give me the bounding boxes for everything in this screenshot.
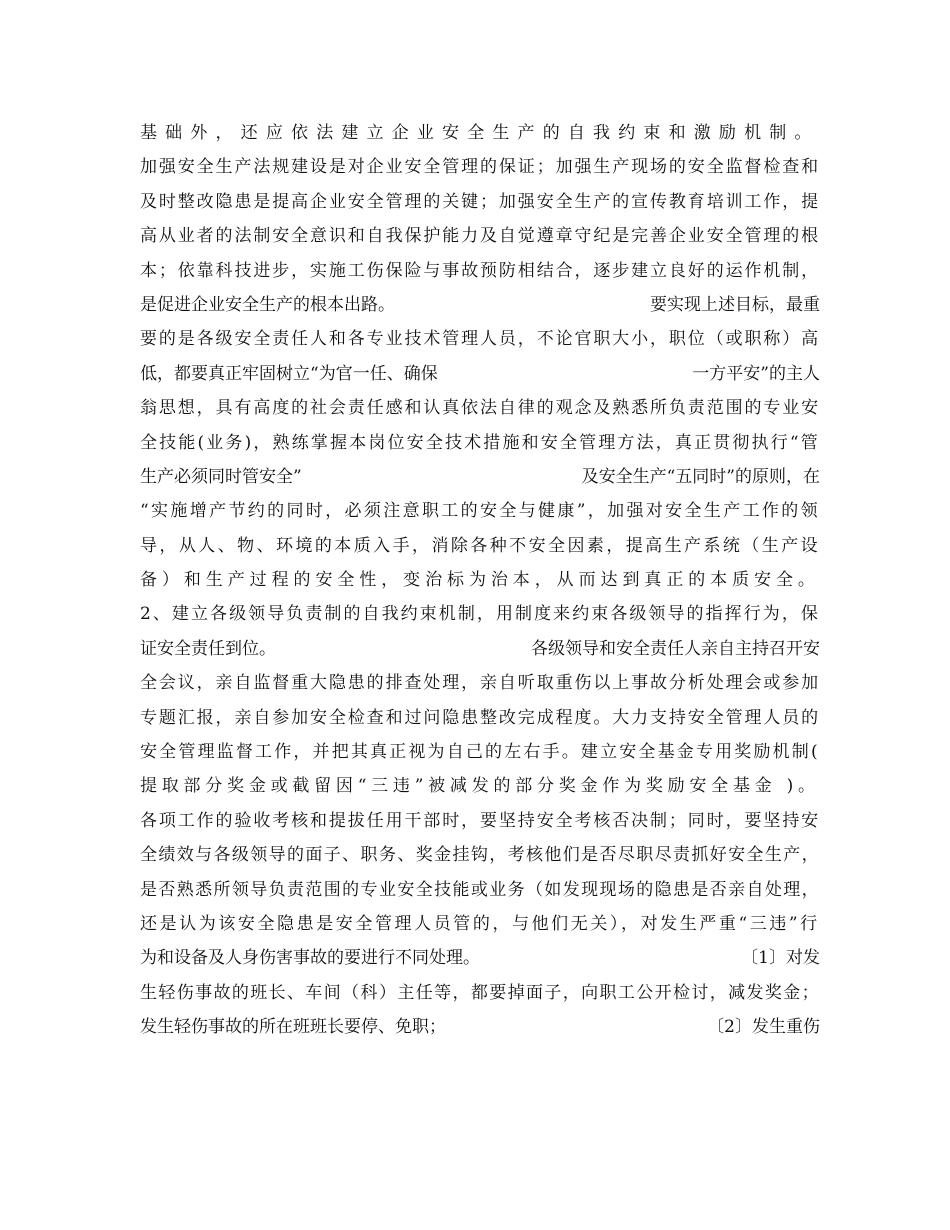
line-text: 高从业者的法制安全意识和自我保护能力及自觉遵章守纪是完善企业安全管理的根 (140, 226, 820, 247)
text-line (140, 288, 820, 322)
line-segment-left: 低，都要真正牢固树立“为官一任、确保 (140, 363, 438, 384)
line-segment-left: 为和设备及人身伤害事故的要进行不同处理。 (140, 948, 480, 969)
text-line (140, 426, 820, 460)
text-line (140, 460, 820, 494)
text-line (140, 322, 820, 356)
line-text: 及时整改隐患是提高企业安全管理的关键；加强安全生产的宣传教育培训工作，提 (140, 191, 820, 212)
line-text: 全绩效与各级领导的面子、职务、奖金挂钩，考核他们是否尽职尽责抓好安全生产， (140, 845, 820, 866)
line-text: 要的是各级安全责任人和各专业技术管理人员，不论官职大小，职位（或职称）高 (140, 329, 820, 350)
text-line (140, 597, 820, 631)
line-text: “实施增产节约的同时，必须注意职工的安全与健康”，加强对安全生产工作的领 (140, 501, 820, 522)
line-segment-left: 生产必须同时管安全” (140, 466, 302, 487)
text-line (140, 701, 820, 735)
text-line (140, 1010, 820, 1044)
line-text: 生轻伤事故的班长、车间（科）主任等，都要掉面子，向职工公开检讨，减发奖金； (140, 982, 820, 1003)
body-text (140, 116, 820, 1045)
line-text: 基础外，还应依法建立企业安全生产的自我约束和激励机制。 (140, 123, 820, 143)
line-text: 2、建立各级领导负责制的自我约束机制，用制度来约束各级领导的指挥行为，保 (140, 604, 820, 625)
text-line (140, 907, 820, 941)
line-segment-right: 要实现上述目标，最重 (650, 294, 820, 315)
text-line (140, 219, 820, 253)
text-line (140, 873, 820, 907)
line-text: 全技能(业务)，熟练掌握本岗位安全技术措施和安全管理方法，真正贯彻执行“管 (140, 432, 820, 453)
line-segment-right: 〔1〕对发 (741, 948, 820, 969)
line-text: 全会议，亲自监督重大隐患的排查处理，亲自听取重伤以上事故分析处理会或参加 (140, 673, 820, 694)
line-segment-right: 各级领导和安全责任人亲自主持召开安 (531, 638, 820, 659)
text-line (140, 804, 820, 838)
line-segment-right: 一方平安”的主人 (692, 363, 820, 384)
text-line (140, 529, 820, 563)
line-segment-right: 及安全生产“五同时”的原则，在 (581, 466, 820, 487)
text-line (140, 769, 820, 803)
line-text: 导，从人、物、环境的本质入手，消除各种不安全因素，提高生产系统（生产设 (140, 535, 820, 556)
text-line (140, 563, 820, 597)
line-text: 专题汇报，亲自参加安全检查和过问隐患整改完成程度。大力支持安全管理人员的 (140, 707, 820, 728)
line-text: 还是认为该安全隐患是安全管理人员管的，与他们无关），对发生严重“三违”行 (140, 913, 820, 934)
line-text: 备）和生产过程的安全性，变治标为治本，从而达到真正的本质安全。 (140, 570, 820, 591)
line-text: 安全管理监督工作，并把其真正视为自己的左右手。建立安全基金专用奖励机制( (140, 742, 820, 763)
line-text: 提取部分奖金或截留因“三违”被减发的部分奖金作为奖励安全基金 )。 (140, 776, 820, 797)
line-segment-left: 证安全责任到位。 (140, 638, 276, 659)
line-segment-left: 是促进企业安全生产的根本出路。 (140, 294, 395, 315)
text-line (140, 150, 820, 184)
text-line (140, 632, 820, 666)
text-line (140, 666, 820, 700)
text-line (140, 185, 820, 219)
text-line (140, 391, 820, 425)
text-line (140, 254, 820, 288)
line-segment-left: 发生轻伤事故的所在班班长要停、免职； (140, 1017, 446, 1038)
text-line (140, 976, 820, 1010)
line-text: 加强安全生产法规建设是对企业安全管理的保证；加强生产现场的安全监督检查和 (140, 157, 820, 178)
text-line (140, 735, 820, 769)
text-line (140, 116, 820, 150)
line-text: 本；依靠科技进步，实施工伤保险与事故预防相结合，逐步建立良好的运作机制， (140, 260, 820, 281)
text-line (140, 494, 820, 528)
line-text: 是否熟悉所领导负责范围的专业安全技能或业务（如发现现场的隐患是否亲自处理， (140, 879, 820, 900)
line-segment-right: 〔2〕发生重伤 (707, 1017, 820, 1038)
line-text: 各项工作的验收考核和提拔任用干部时，要坚持安全考核否决制；同时，要坚持安 (140, 810, 820, 831)
line-text: 翁思想，具有高度的社会责任感和认真依法自律的观念及熟悉所负责范围的专业安 (140, 398, 820, 419)
text-line (140, 357, 820, 391)
text-line (140, 941, 820, 975)
text-line (140, 838, 820, 872)
